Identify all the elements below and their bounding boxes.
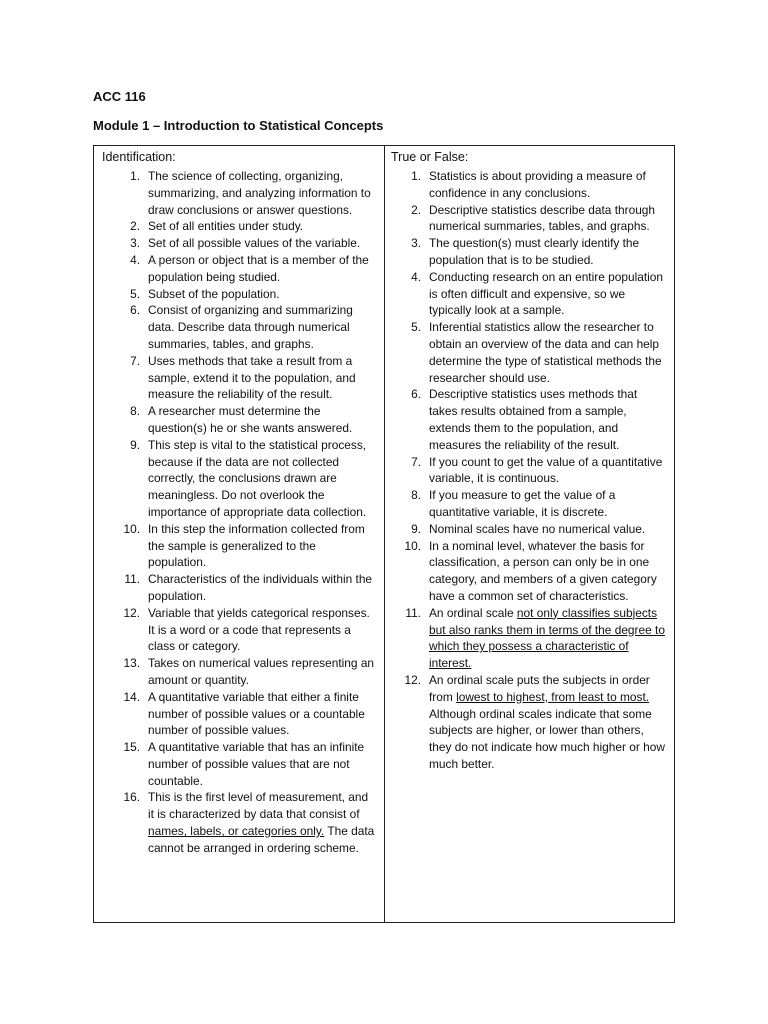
true-false-list [391,168,668,773]
item-number: 3. [411,236,421,251]
list-item [391,319,668,386]
item-text-segment: The question(s) must clearly identify the population that is to be studied. [429,236,640,267]
list-item [102,437,376,521]
item-number: 12. [123,605,140,620]
item-text-segment: This step is vital to the statistical process, because if the data are not collected correctly, the conclusions drawn are meaningless. Do not overlook the importance of appropriate data collection. [148,437,367,519]
item-number: 2. [130,219,140,234]
item-text [429,269,668,319]
list-item [391,487,668,521]
item-text [148,302,376,352]
item-text [148,403,376,437]
list-item [102,218,376,235]
true-false-column [385,146,674,922]
list-item [102,789,376,856]
item-text [148,521,376,571]
list-item [102,605,376,655]
item-text [429,235,668,269]
item-text-segment: Characteristics of the individuals within the population. [148,572,373,603]
item-text-segment: A researcher must determine the question(s) he or she wants answered. [148,404,353,435]
item-text [148,437,376,521]
list-item [391,269,668,319]
item-text-segment: Descriptive statistics describe data through numerical summaries, tables, and graphs. [429,202,656,234]
identification-column [94,146,385,922]
item-number: 3. [130,236,140,251]
item-number: 15. [123,740,140,755]
item-text [148,605,376,655]
item-text [429,454,668,488]
item-text-segment: Although ordinal scales indicate that some subjects are higher, or lower than others, they do not indicate how much higher or how much better. [429,706,665,771]
item-text-segment: Descriptive statistics uses methods that takes results obtained from a sample, extends them to the population, and measures the reliability of the result. [429,387,638,452]
underlined-phrase: lowest to highest, from least to most. [456,689,650,704]
item-text [429,605,668,672]
item-number: 13. [123,656,140,671]
list-item [391,202,668,236]
item-text [148,218,376,235]
item-text-segment: Consist of organizing and summarizing data. Describe data through numerical summaries, tables, and graphs. [148,303,353,351]
list-item [102,168,376,218]
item-number: 8. [130,404,140,419]
item-text [429,487,668,521]
item-text [429,538,668,605]
list-item [102,403,376,437]
item-text-segment: In this step the information collected from the sample is generalized to the population. [148,521,365,570]
list-item [102,571,376,605]
item-text [148,655,376,689]
item-number: 4. [130,252,140,267]
identification-heading: Identification: [102,150,176,164]
item-text-segment: The data cannot be arranged in ordering scheme. [148,824,375,855]
item-number: 7. [411,454,421,469]
true-false-heading: True or False: [391,150,469,164]
list-item [391,168,668,202]
item-text [429,386,668,453]
list-item [102,689,376,739]
list-item [391,386,668,453]
list-item [391,672,668,773]
item-text [429,672,668,773]
item-text [148,286,376,303]
item-text [148,353,376,403]
item-number: 9. [130,437,140,452]
underlined-phrase: names, labels, or categories only. [148,824,325,839]
item-number: 9. [411,521,421,536]
item-number: 1. [411,169,421,183]
item-text-segment: A quantitative variable that has an infinite number of possible values that are not countable. [148,740,365,788]
module-title: Module 1 – Introduction to Statistical Concepts [93,118,384,133]
item-text-segment: Subset of the population. [148,286,280,301]
item-number: 10. [123,521,140,536]
item-text-segment: A person or object that is a member of the population being studied. [148,252,369,284]
item-text-segment: This is the first level of measurement, and it is characterized by data that consist of [148,790,369,822]
item-number: 12. [404,672,421,687]
item-text [148,252,376,286]
item-text [148,789,376,856]
item-text-segment: Statistics is about providing a measure of confidence in any conclusions. [429,169,646,200]
list-item [102,521,376,571]
item-text [429,319,668,386]
list-item [102,286,376,303]
item-text-segment: A quantitative variable that either a finite number of possible values or a countable number of possible values. [148,689,365,738]
item-number: 5. [411,320,421,335]
item-text-segment: Inferential statistics allow the researcher to obtain an overview of the data and can help determine the type of statistical methods the researcher should use. [429,320,662,385]
item-text-segment: Nominal scales have no numerical value. [429,521,646,536]
item-text [429,168,668,202]
item-text-segment: Conducting research on an entire population is often difficult and expensive, so we typically look at a sample. [429,269,664,318]
item-text [429,202,668,236]
item-number: 6. [411,387,421,402]
item-text-segment: In a nominal level, whatever the basis for classification, a person can only be in one category, and members of a given category have a common set of characteristics. [429,538,657,603]
item-number: 10. [404,538,421,553]
item-text [148,689,376,739]
item-text-segment: If you measure to get the value of a quantitative variable, it is discrete. [429,488,616,519]
list-item [102,353,376,403]
item-number: 1. [130,169,140,183]
item-number: 8. [411,488,421,503]
list-item [391,605,668,672]
list-item [391,454,668,488]
list-item [102,655,376,689]
item-text-segment: If you count to get the value of a quantitative variable, it is continuous. [429,454,663,486]
item-number: 6. [130,303,140,318]
item-number: 16. [123,790,140,805]
questions-table [93,145,675,923]
item-text-segment: The science of collecting, organizing, summarizing, and analyzing information to draw conclusions or answer questions. [148,169,371,217]
list-item [102,302,376,352]
item-number: 11. [405,605,421,620]
item-text [148,168,376,218]
list-item [391,538,668,605]
item-text-segment: Set of all possible values of the variable. [148,236,361,251]
item-text-segment: An ordinal scale puts the subjects in order from [429,672,650,704]
course-code: ACC 116 [93,89,146,104]
list-item [102,252,376,286]
item-text [148,571,376,605]
list-item [102,235,376,252]
list-item [391,521,668,538]
item-text [148,235,376,252]
item-text-segment: Takes on numerical values representing an amount or quantity. [148,656,375,687]
item-text-segment: Uses methods that take a result from a sample, extend it to the population, and measure the reliability of the result. [148,353,356,402]
item-text-segment: Variable that yields categorical responses. It is a word or a code that represents a class or category. [148,605,370,654]
item-number: 11. [124,572,140,587]
item-text-segment: An ordinal scale [429,605,517,620]
list-item [102,739,376,789]
item-number: 5. [130,286,140,301]
item-text-segment: Set of all entities under study. [148,219,304,234]
item-text [429,521,668,538]
item-number: 2. [411,202,421,217]
underlined-phrase: not only classifies subjects but also ranks them in terms of the degree to which they possess a characteristic of interest. [429,605,665,671]
identification-list [102,168,376,857]
item-number: 14. [123,689,140,704]
item-text [148,739,376,789]
item-number: 7. [130,353,140,368]
list-item [391,235,668,269]
item-number: 4. [411,269,421,284]
